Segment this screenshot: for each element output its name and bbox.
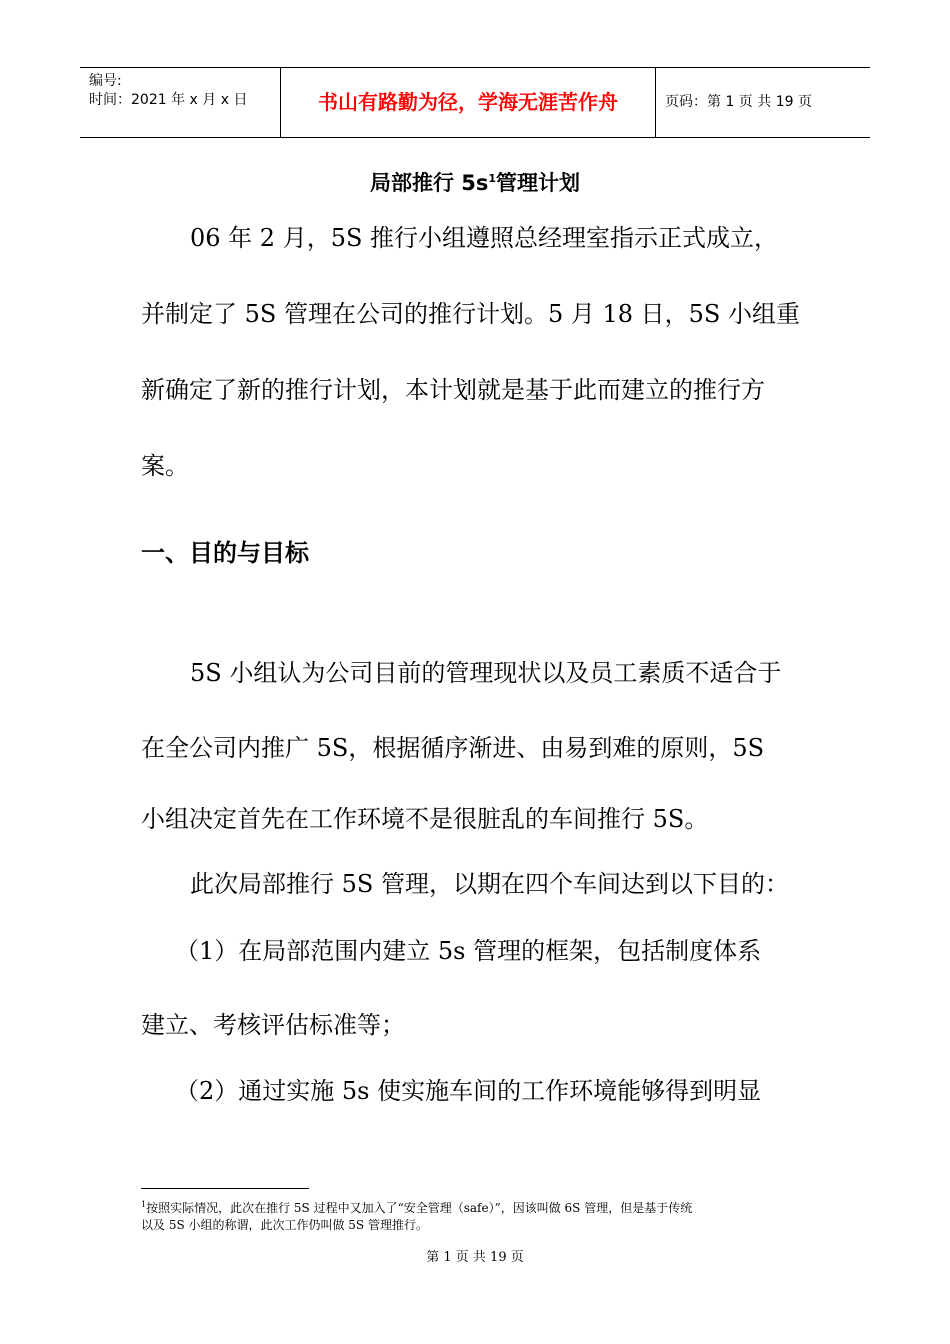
header-number-label: 编号: — [89, 73, 122, 89]
intro-line-4: 案。 — [141, 452, 189, 480]
item1-line-2: 建立、考核评估标准等； — [141, 1011, 405, 1039]
para3: 此次局部推行 5S 管理，以期在四个车间达到以下目的： — [190, 870, 789, 898]
title-text-after: 管理计划 — [496, 171, 581, 195]
footnote-separator — [141, 1188, 309, 1189]
footnote-marker: 1 — [141, 1200, 147, 1209]
section-heading: 一、目的与目标 — [141, 539, 309, 567]
item2-line-1: （2）通过实施 5s 使实施车间的工作环境能够得到明显 — [175, 1077, 762, 1105]
header-page-info: 页码：第 1 页 共 19 页 — [665, 94, 812, 110]
document-header — [80, 67, 870, 138]
page-footer: 第 1 页 共 19 页 — [426, 1250, 524, 1265]
header-meta-cell — [80, 68, 280, 137]
item1-line-1: （1）在局部范围内建立 5s 管理的框架，包括制度体系 — [175, 937, 762, 965]
para2-line-1: 5S 小组认为公司目前的管理现状以及员工素质不适合于 — [190, 659, 782, 687]
footnote-line-2: 以及 5S 小组的称谓，此次工作仍叫做 5S 管理推行。 — [141, 1218, 428, 1232]
document-title — [0, 167, 950, 197]
footnote-text-1: 按照实际情况，此次在推行 5S 过程中又加入了“安全管理（safe）”，因该叫做 6S 管理，但是基于传统 — [146, 1201, 693, 1215]
footnote — [141, 1196, 821, 1234]
header-time-label: 时间：2021 年 x 月 x 日 — [89, 92, 248, 108]
para2-line-3: 小组决定首先在工作环境不是很脏乱的车间推行 5S。 — [141, 805, 709, 833]
intro-line-3: 新确定了新的推行计划，本计划就是基于此而建立的推行方 — [141, 376, 765, 404]
intro-line-2: 并制定了 5S 管理在公司的推行计划。5 月 18 日，5S 小组重 — [141, 300, 801, 328]
title-footnote-ref: 1 — [488, 172, 497, 185]
intro-line-1: 06 年 2 月，5S 推行小组遵照总经理室指示正式成立， — [190, 224, 779, 252]
title-text: 局部推行 5s — [369, 171, 489, 195]
header-motto: 书山有路勤为径，学海无涯苦作舟 — [280, 68, 656, 137]
para2-line-2: 在全公司内推广 5S，根据循序渐进、由易到难的原则，5S — [141, 734, 765, 762]
footnote-line-1 — [141, 1196, 821, 1217]
